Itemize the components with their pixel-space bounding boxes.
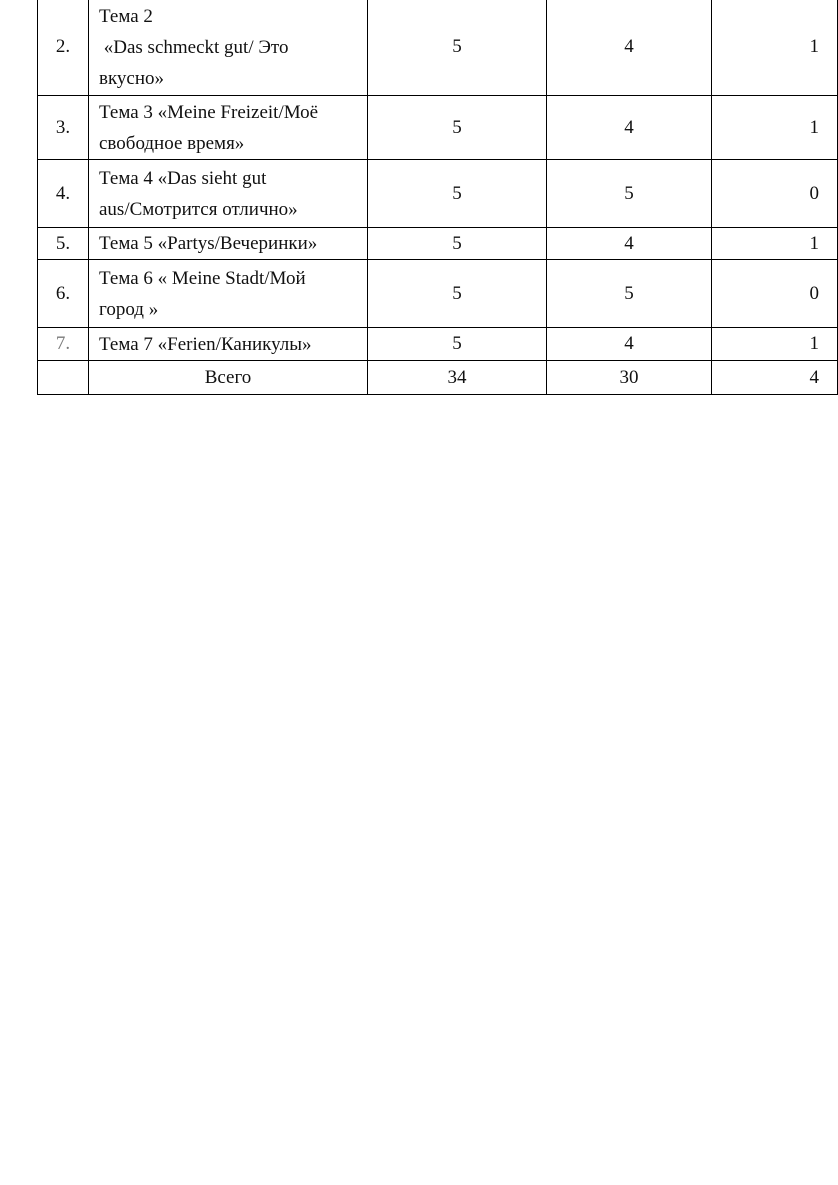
theory-hours-cell: 5 [547,260,712,328]
row-number: 4. [38,160,89,228]
topic-line: город » [99,298,159,320]
topic-line: вкусно» [99,67,165,89]
topic-line: aus/Смотрится отлично» [99,198,298,220]
theory-hours-cell: 4 [547,0,712,96]
row-number: 6. [38,260,89,328]
topic-cell [89,228,368,260]
theory-hours-cell: 4 [547,228,712,260]
table-row [38,96,838,160]
total-hours-cell: 5 [368,96,547,160]
row-number: 7. [38,328,89,361]
total-hours-cell: 5 [368,160,547,228]
total-label: Всего [89,361,368,395]
hours-table [37,0,838,395]
topic-cell [89,160,368,228]
topic-cell [89,0,368,96]
total-hours-cell: 5 [368,328,547,361]
topic-line: Тема 5 «Partys/Вечеринки» [99,233,318,254]
table-row [38,228,838,260]
topic-line: Тема 3 «Meine Freizeit/Моё [99,101,319,123]
table-total-row [38,361,838,395]
practice-hours-cell: 1 [712,96,838,160]
practice-hours-cell: 1 [712,0,838,96]
total-hours-cell: 5 [368,0,547,96]
table-row [38,260,838,328]
topic-line: свободное время» [99,132,245,154]
total-hours-cell: 5 [368,260,547,328]
row-number: 2. [38,0,89,96]
theory-hours-cell: 4 [547,328,712,361]
topic-cell [89,96,368,160]
table-row [38,160,838,228]
total-hours-cell: 5 [368,228,547,260]
topic-cell [89,260,368,328]
topic-cell [89,328,368,361]
theory-hours-cell: 30 [547,361,712,395]
practice-hours-cell: 0 [712,260,838,328]
topic-line: Тема 4 «Das sieht gut [99,167,267,189]
row-number: 3. [38,96,89,160]
total-hours-cell: 34 [368,361,547,395]
row-number: 5. [38,228,89,260]
table-row [38,328,838,361]
practice-hours-cell: 1 [712,328,838,361]
topic-line: «Das schmeckt gut/ Это [99,36,289,58]
theory-hours-cell: 4 [547,96,712,160]
topic-line: Тема 2 [99,5,153,27]
topic-line: Тема 7 «Ferien/Каникулы» [99,333,312,355]
theory-hours-cell: 5 [547,160,712,228]
table-row [38,0,838,96]
practice-hours-cell: 0 [712,160,838,228]
practice-hours-cell: 1 [712,228,838,260]
practice-hours-cell: 4 [712,361,838,395]
row-number [38,361,89,395]
topic-line: Тема 6 « Meine Stadt/Мой [99,267,306,289]
